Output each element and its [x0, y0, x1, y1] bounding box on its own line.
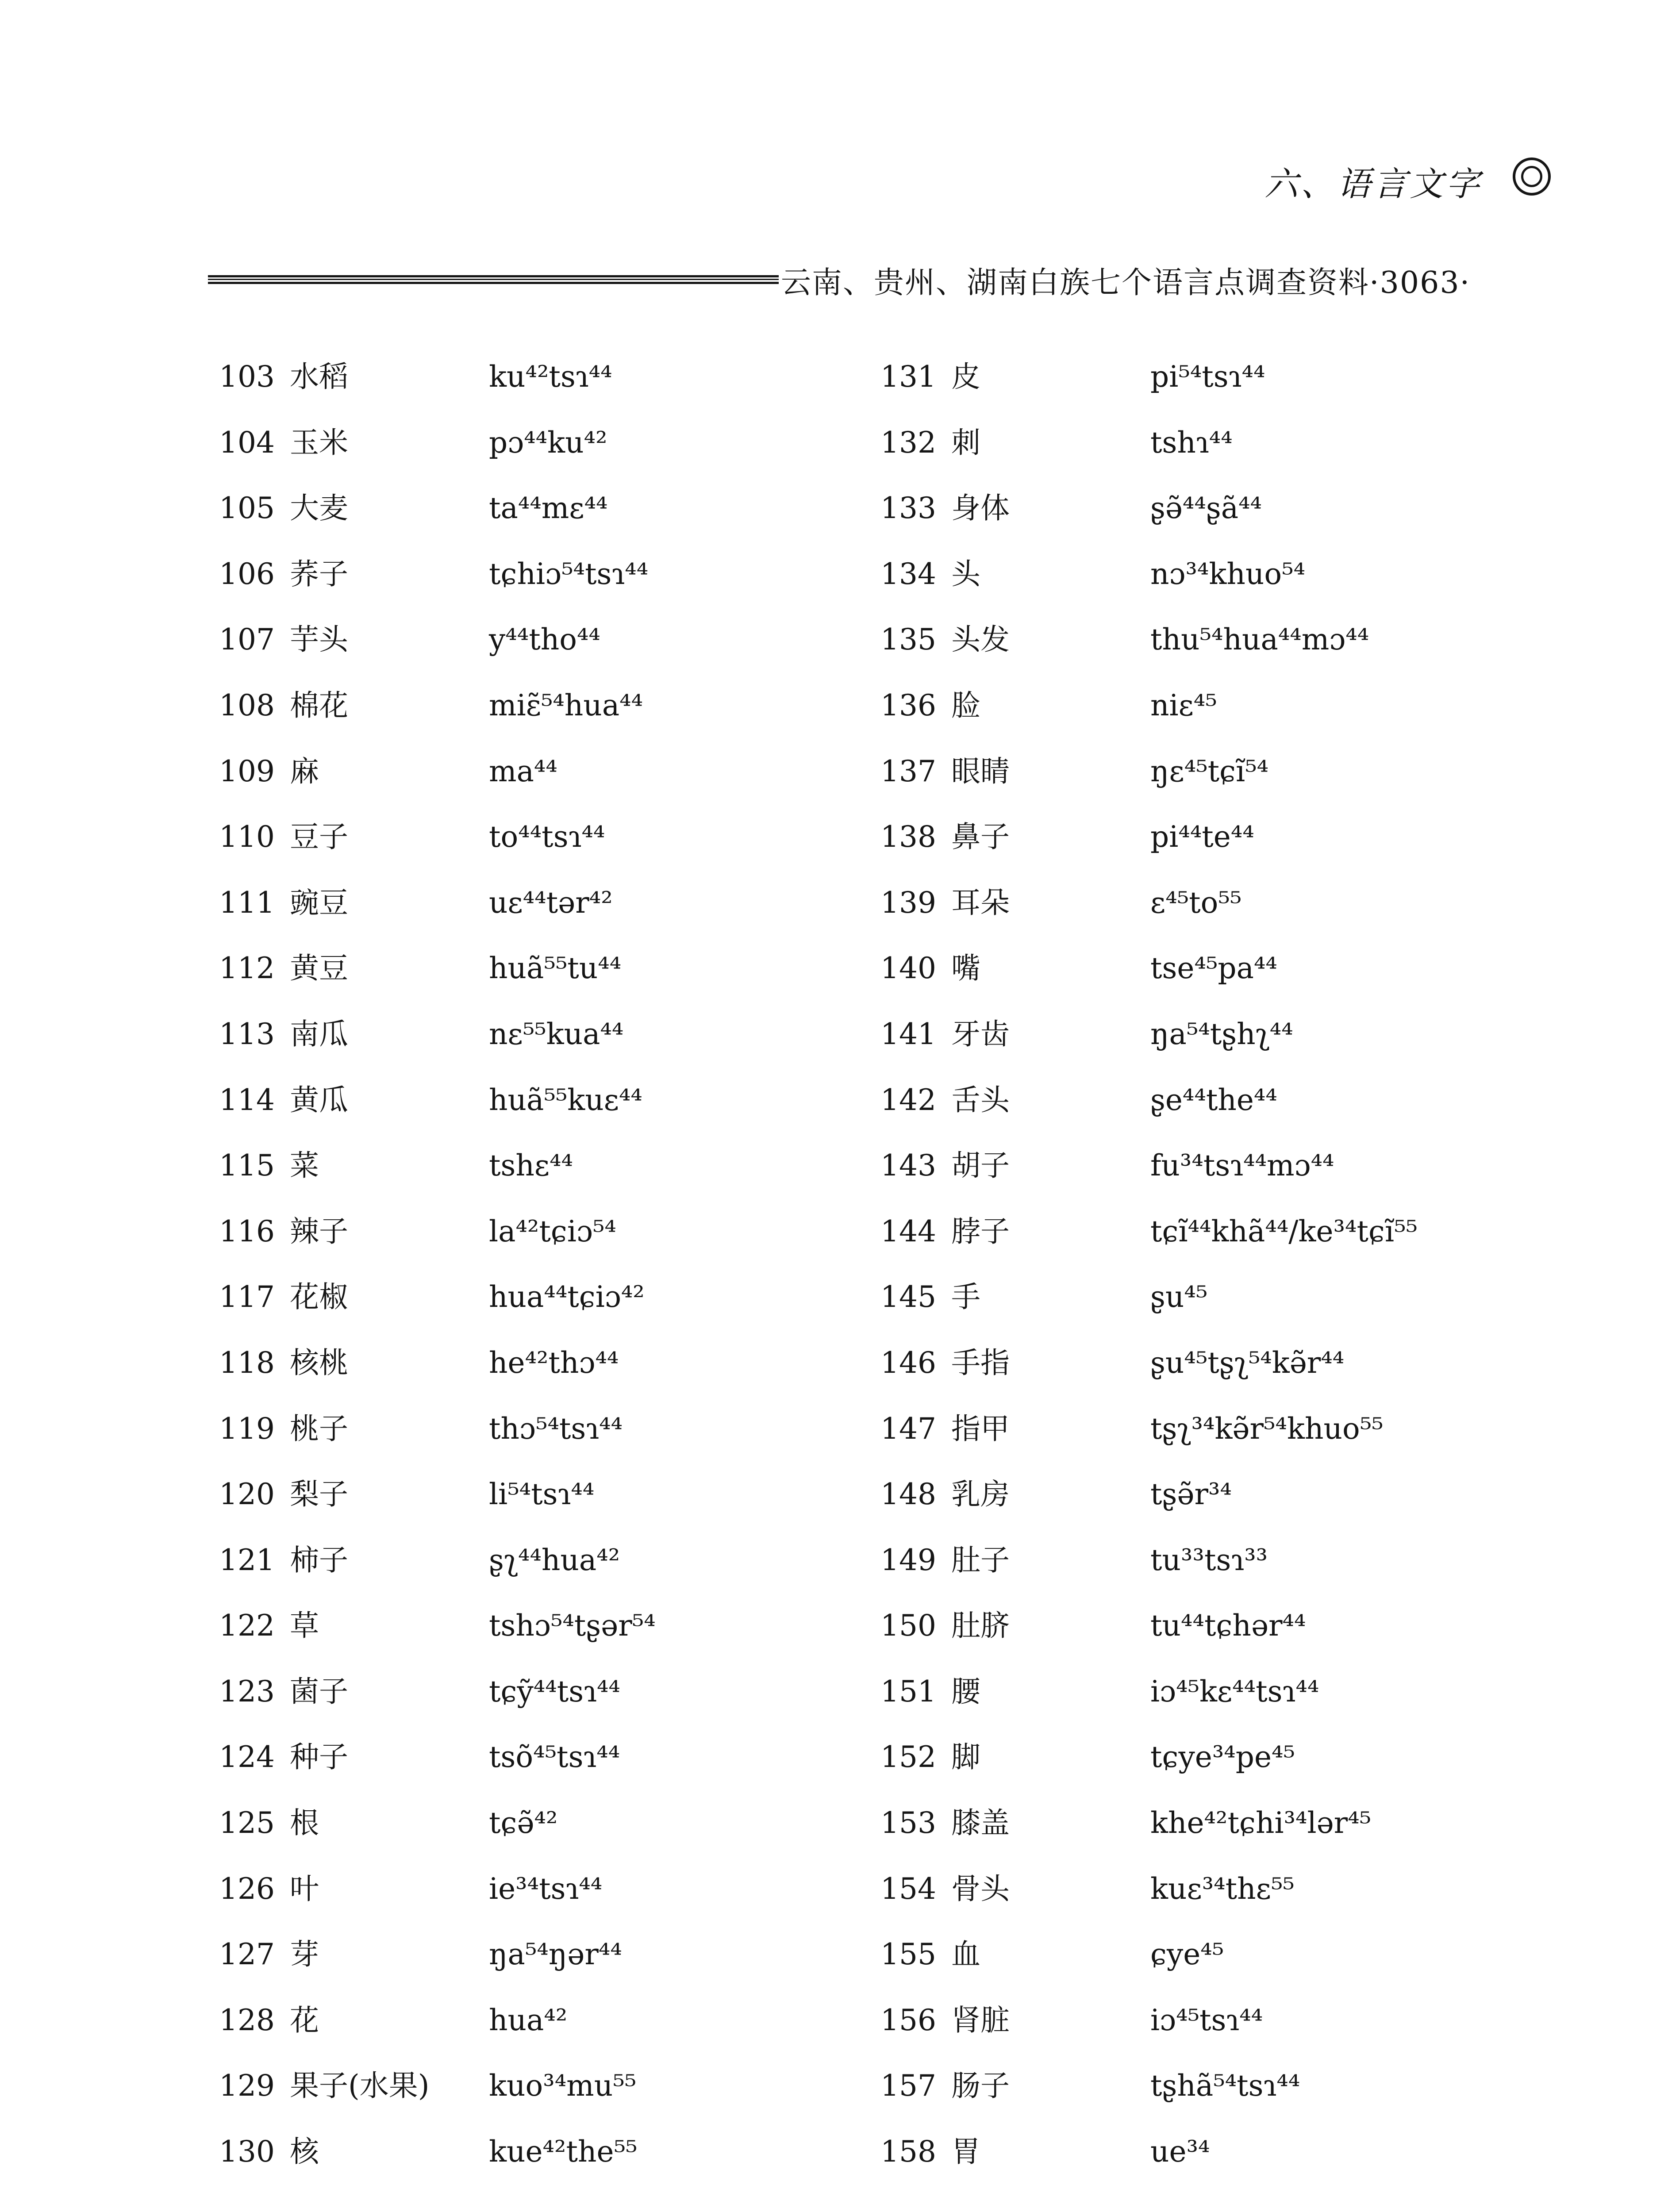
entry-transcription: tɕye³⁴pe⁴⁵ [1150, 1740, 1295, 1774]
entry-gloss: 肠子 [951, 2069, 1010, 2103]
entry-number: 139 [880, 885, 936, 920]
entry-number: 132 [880, 425, 936, 460]
entry-gloss: 花椒 [290, 1280, 348, 1314]
entry-transcription: tɕə̃⁴² [489, 1806, 558, 1840]
entry-gloss: 鼻子 [951, 820, 1010, 854]
entry-gloss: 身体 [951, 491, 1010, 526]
entry-number: 124 [219, 1740, 275, 1774]
entry-gloss: 菌子 [290, 1674, 348, 1709]
entry-transcription: khe⁴²tɕhi³⁴lər⁴⁵ [1150, 1806, 1372, 1840]
entry-transcription: ʂu⁴⁵tʂʅ⁵⁴kə̃r⁴⁴ [1150, 1345, 1345, 1380]
entry-gloss: 胃 [951, 2135, 980, 2169]
entry-gloss: 肚子 [951, 1543, 1010, 1577]
entry-gloss: 肚脐 [951, 1609, 1010, 1643]
entry-transcription: pi⁴⁴te⁴⁴ [1150, 820, 1254, 854]
entry-transcription: tu⁴⁴tɕhər⁴⁴ [1150, 1609, 1306, 1643]
entry-gloss: 指甲 [951, 1411, 1010, 1446]
entry-number: 156 [880, 2003, 936, 2037]
entry-transcription: kue⁴²the⁵⁵ [489, 2135, 638, 2169]
entry-number: 116 [219, 1214, 275, 1248]
entry-transcription: ʂu⁴⁵ [1150, 1280, 1208, 1314]
entry-gloss: 嘴 [951, 951, 980, 986]
entry-gloss: 草 [290, 1609, 319, 1643]
entry-transcription: tʂʅ³⁴kə̃r⁵⁴khuo⁵⁵ [1150, 1411, 1384, 1446]
entry-number: 137 [880, 754, 936, 788]
section-title: 六、语言文字 [1264, 164, 1482, 204]
entry-gloss: 手指 [951, 1345, 1010, 1380]
entry-transcription: to⁴⁴tsɿ⁴⁴ [489, 820, 605, 854]
entry-number: 152 [880, 1740, 936, 1774]
entry-number: 153 [880, 1806, 936, 1840]
entry-transcription: nɛ⁵⁵kua⁴⁴ [489, 1017, 624, 1051]
entry-gloss: 腰 [951, 1674, 980, 1709]
entry-number: 129 [219, 2069, 275, 2103]
entry-number: 107 [219, 622, 275, 657]
entry-number: 108 [219, 688, 275, 722]
double-circle-icon [1513, 157, 1551, 196]
entry-gloss: 刺 [951, 425, 980, 460]
entry-gloss: 骨头 [951, 1871, 1010, 1906]
entry-number: 109 [219, 754, 275, 788]
entry-gloss: 种子 [290, 1740, 348, 1774]
entry-number: 131 [880, 360, 936, 394]
entry-number: 115 [219, 1148, 275, 1183]
entry-transcription: pi⁵⁴tsɿ⁴⁴ [1150, 360, 1265, 394]
entry-transcription: niɛ⁴⁵ [1150, 688, 1217, 722]
entry-number: 104 [219, 425, 275, 460]
entry-number: 118 [219, 1345, 275, 1380]
entry-gloss: 头 [951, 557, 980, 591]
entry-transcription: la⁴²tɕiɔ⁵⁴ [489, 1214, 616, 1248]
entry-gloss: 麻 [290, 754, 319, 788]
entry-transcription: iɔ⁴⁵tsɿ⁴⁴ [1150, 2003, 1263, 2037]
entry-transcription: iɔ⁴⁵kɛ⁴⁴tsɿ⁴⁴ [1150, 1674, 1319, 1709]
entry-gloss: 玉米 [290, 425, 348, 460]
entry-number: 119 [219, 1411, 275, 1446]
entry-number: 155 [880, 1937, 936, 1972]
entry-transcription: he⁴²thɔ⁴⁴ [489, 1345, 619, 1380]
entry-transcription: ŋa⁵⁴tʂhʅ⁴⁴ [1150, 1017, 1293, 1051]
entry-gloss: 手 [951, 1280, 980, 1314]
entry-transcription: thu⁵⁴hua⁴⁴mɔ⁴⁴ [1150, 622, 1369, 657]
entry-gloss: 豌豆 [290, 885, 348, 920]
entry-gloss: 南瓜 [290, 1017, 348, 1051]
entry-transcription: miɛ̃⁵⁴hua⁴⁴ [489, 688, 643, 722]
entry-transcription: ie³⁴tsɿ⁴⁴ [489, 1871, 603, 1906]
entry-transcription: fu³⁴tsɿ⁴⁴mɔ⁴⁴ [1150, 1148, 1334, 1183]
entry-number: 112 [219, 951, 275, 986]
entry-transcription: ɕye⁴⁵ [1150, 1937, 1224, 1972]
entry-gloss: 桃子 [290, 1411, 348, 1446]
entry-gloss: 脚 [951, 1740, 980, 1774]
entry-gloss: 膝盖 [951, 1806, 1010, 1840]
entry-transcription: tse⁴⁵pa⁴⁴ [1150, 951, 1277, 986]
entry-gloss: 芋头 [290, 622, 348, 657]
entry-number: 125 [219, 1806, 275, 1840]
entry-gloss: 舌头 [951, 1083, 1010, 1117]
entry-transcription: huã⁵⁵kuɛ⁴⁴ [489, 1083, 642, 1117]
entry-gloss: 核桃 [290, 1345, 348, 1380]
entry-transcription: tʂhã⁵⁴tsɿ⁴⁴ [1150, 2069, 1300, 2103]
entry-gloss: 柿子 [290, 1543, 348, 1577]
entry-gloss: 根 [290, 1806, 319, 1840]
entry-gloss: 叶 [290, 1871, 319, 1906]
entry-number: 149 [880, 1543, 936, 1577]
entry-gloss: 血 [951, 1937, 980, 1972]
entry-transcription: thɔ⁵⁴tsɿ⁴⁴ [489, 1411, 623, 1446]
entry-number: 158 [880, 2135, 936, 2169]
entry-number: 126 [219, 1871, 275, 1906]
entry-number: 122 [219, 1609, 275, 1643]
entry-gloss: 黄豆 [290, 951, 348, 986]
entry-transcription: hua⁴² [489, 2003, 568, 2037]
entry-transcription: kuo³⁴mu⁵⁵ [489, 2069, 637, 2103]
entry-number: 142 [880, 1083, 936, 1117]
entry-number: 154 [880, 1871, 936, 1906]
entry-number: 147 [880, 1411, 936, 1446]
entry-gloss: 牙齿 [951, 1017, 1010, 1051]
entry-number: 123 [219, 1674, 275, 1709]
entry-transcription: hua⁴⁴tɕiɔ⁴² [489, 1280, 645, 1314]
entry-number: 144 [880, 1214, 936, 1248]
entry-transcription: ŋɛ⁴⁵tɕĩ⁵⁴ [1150, 754, 1269, 788]
entry-number: 120 [219, 1477, 275, 1512]
entry-number: 151 [880, 1674, 936, 1709]
entry-gloss: 芽 [290, 1937, 319, 1972]
entry-gloss: 花 [290, 2003, 319, 2037]
entry-gloss: 脖子 [951, 1214, 1010, 1248]
entry-gloss: 梨子 [290, 1477, 348, 1512]
entry-number: 143 [880, 1148, 936, 1183]
entry-transcription: ku⁴²tsɿ⁴⁴ [489, 360, 612, 394]
entry-gloss: 胡子 [951, 1148, 1010, 1183]
entry-number: 117 [219, 1280, 275, 1314]
entry-transcription: li⁵⁴tsɿ⁴⁴ [489, 1477, 595, 1512]
entry-number: 135 [880, 622, 936, 657]
entry-transcription: tshɛ⁴⁴ [489, 1148, 573, 1183]
entry-transcription: tɕỹ⁴⁴tsɿ⁴⁴ [489, 1674, 620, 1709]
entry-gloss: 水稻 [290, 360, 348, 394]
entry-transcription: ʂə̃⁴⁴ʂã⁴⁴ [1150, 491, 1262, 526]
entry-transcription: tsõ⁴⁵tsɿ⁴⁴ [489, 1740, 620, 1774]
header-rule [208, 275, 779, 284]
entry-number: 148 [880, 1477, 936, 1512]
entry-gloss: 肾脏 [951, 2003, 1010, 2037]
entry-number: 128 [219, 2003, 275, 2037]
entry-gloss: 辣子 [290, 1214, 348, 1248]
entry-number: 145 [880, 1280, 936, 1314]
entry-gloss: 耳朵 [951, 885, 1010, 920]
entry-transcription: ma⁴⁴ [489, 754, 557, 788]
entry-gloss: 头发 [951, 622, 1010, 657]
entry-number: 138 [880, 820, 936, 854]
entry-transcription: uɛ⁴⁴tər⁴² [489, 885, 613, 920]
entry-number: 140 [880, 951, 936, 986]
entry-number: 134 [880, 557, 936, 591]
entry-number: 146 [880, 1345, 936, 1380]
entry-transcription: nɔ³⁴khuo⁵⁴ [1150, 557, 1306, 591]
entry-gloss: 果子(水果) [290, 2069, 430, 2103]
entry-gloss: 眼睛 [951, 754, 1010, 788]
entry-gloss: 大麦 [290, 491, 348, 526]
entry-transcription: tʂə̃r³⁴ [1150, 1477, 1232, 1512]
entry-number: 105 [219, 491, 275, 526]
entry-number: 127 [219, 1937, 275, 1972]
entry-number: 133 [880, 491, 936, 526]
entry-number: 141 [880, 1017, 936, 1051]
entry-gloss: 黄瓜 [290, 1083, 348, 1117]
entry-transcription: ɛ⁴⁵to⁵⁵ [1150, 885, 1242, 920]
source-title: 云南、贵州、湖南白族七个语言点调查资料·3063· [781, 265, 1471, 300]
entry-transcription: ŋa⁵⁴ŋər⁴⁴ [489, 1937, 622, 1972]
entry-number: 136 [880, 688, 936, 722]
entry-transcription: pɔ⁴⁴ku⁴² [489, 425, 607, 460]
entry-transcription: ʂʅ⁴⁴hua⁴² [489, 1543, 620, 1577]
entry-number: 111 [219, 885, 275, 920]
entry-gloss: 荞子 [290, 557, 348, 591]
entry-gloss: 皮 [951, 360, 980, 394]
entry-transcription: huã⁵⁵tu⁴⁴ [489, 951, 622, 986]
entry-number: 106 [219, 557, 275, 591]
entry-transcription: y⁴⁴tho⁴⁴ [489, 622, 600, 657]
entry-gloss: 棉花 [290, 688, 348, 722]
entry-number: 121 [219, 1543, 275, 1577]
entry-number: 103 [219, 360, 275, 394]
entry-gloss: 脸 [951, 688, 980, 722]
entry-transcription: tu³³tsɿ³³ [1150, 1543, 1268, 1577]
entry-gloss: 菜 [290, 1148, 319, 1183]
entry-number: 130 [219, 2135, 275, 2169]
entry-gloss: 豆子 [290, 820, 348, 854]
entry-transcription: ta⁴⁴mɛ⁴⁴ [489, 491, 608, 526]
entry-transcription: tɕĩ⁴⁴khã⁴⁴/ke³⁴tɕĩ⁵⁵ [1150, 1214, 1418, 1248]
entry-number: 113 [219, 1017, 275, 1051]
entry-transcription: ʂe⁴⁴the⁴⁴ [1150, 1083, 1277, 1117]
entry-transcription: tɕhiɔ⁵⁴tsɿ⁴⁴ [489, 557, 649, 591]
entry-transcription: tshɔ⁵⁴tʂər⁵⁴ [489, 1609, 656, 1643]
entry-transcription: ue³⁴ [1150, 2135, 1210, 2169]
entry-number: 114 [219, 1083, 275, 1117]
entry-number: 150 [880, 1609, 936, 1643]
entry-gloss: 核 [290, 2135, 319, 2169]
entry-number: 110 [219, 820, 275, 854]
entry-gloss: 乳房 [951, 1477, 1010, 1512]
entry-transcription: tshɿ⁴⁴ [1150, 425, 1233, 460]
entry-number: 157 [880, 2069, 936, 2103]
entry-transcription: kuɛ³⁴thɛ⁵⁵ [1150, 1871, 1295, 1906]
